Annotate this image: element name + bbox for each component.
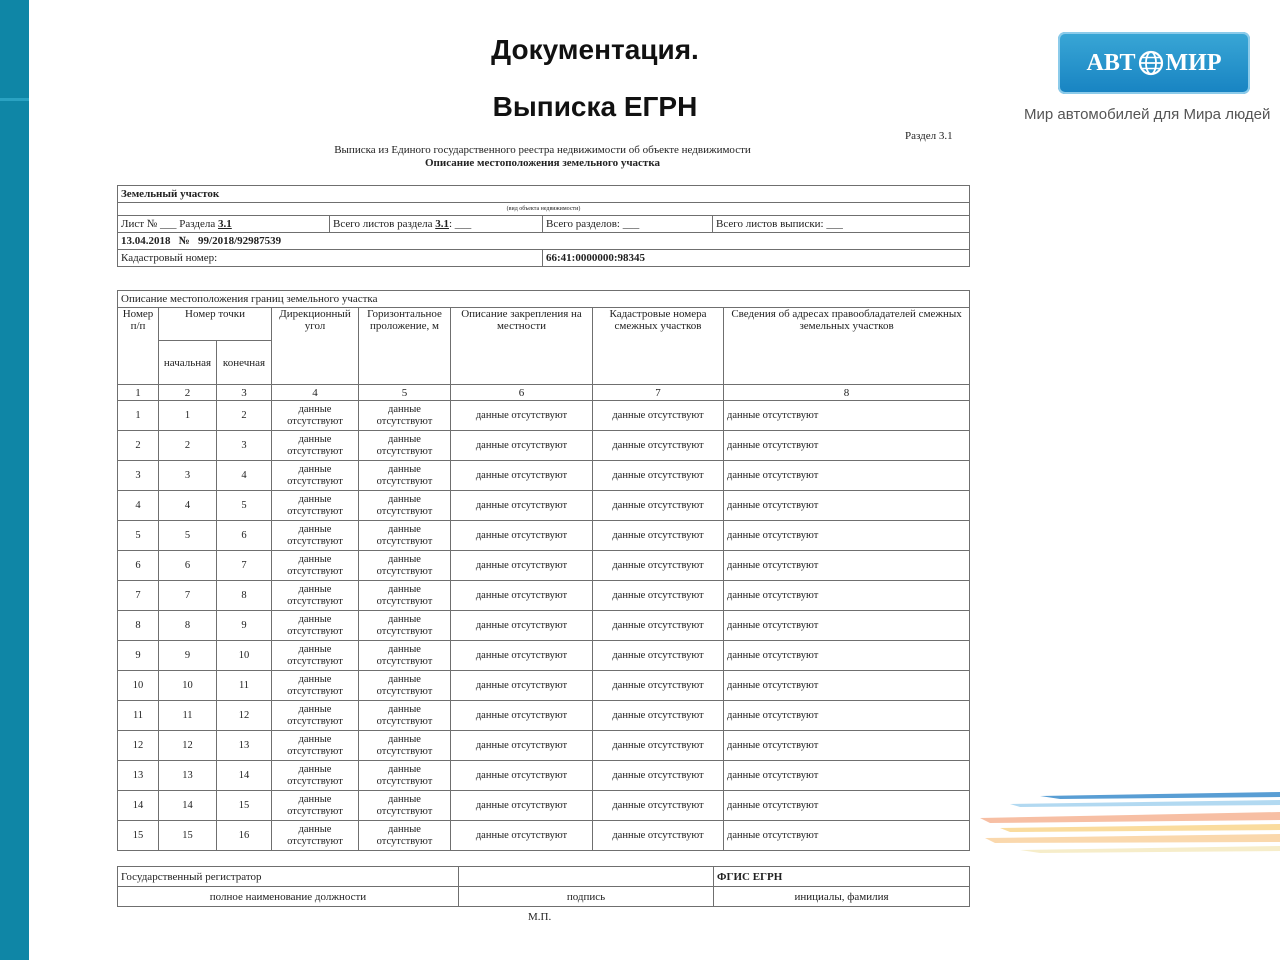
point-start: 15	[159, 821, 217, 851]
boundary-rows	[118, 401, 970, 851]
fixing-value: данные отсутствуют	[451, 611, 593, 641]
point-start: 11	[159, 701, 217, 731]
angle-value: данные отсутствуют	[272, 401, 359, 431]
point-end: 11	[217, 671, 272, 701]
boundaries-table	[117, 290, 970, 851]
point-start: 10	[159, 671, 217, 701]
owners-value: данные отсутствуют	[724, 431, 970, 461]
cadastral-value: данные отсутствуют	[593, 491, 724, 521]
angle-value: данные отсутствуют	[272, 761, 359, 791]
row-number: 13	[118, 761, 159, 791]
angle-value: данные отсутствуют	[272, 701, 359, 731]
column-number: 8	[724, 385, 970, 401]
table-row	[118, 701, 970, 731]
signature-table	[117, 866, 970, 907]
table-row	[118, 611, 970, 641]
angle-value: данные отсутствуют	[272, 611, 359, 641]
point-start: 4	[159, 491, 217, 521]
length-value: данные отсутствуют	[359, 551, 451, 581]
sheet-number: Лист № ___ Раздела 3.1	[118, 216, 330, 233]
object-info-table	[117, 185, 970, 267]
name-label: инициалы, фамилия	[714, 887, 970, 907]
owners-value: данные отсутствуют	[724, 491, 970, 521]
point-end: 3	[217, 431, 272, 461]
cadastral-value: данные отсутствуют	[593, 791, 724, 821]
length-value: данные отсутствуют	[359, 701, 451, 731]
tagline: Мир автомобилей для Мира людей	[1024, 106, 1271, 123]
angle-value: данные отсутствуют	[272, 671, 359, 701]
fixing-value: данные отсутствуют	[451, 581, 593, 611]
table-row	[118, 731, 970, 761]
row-number: 8	[118, 611, 159, 641]
registrar-label: Государственный регистратор	[118, 867, 459, 887]
header-point-end: конечная	[217, 341, 272, 385]
fixing-value: данные отсутствуют	[451, 401, 593, 431]
slide-subtitle: Выписка ЕГРН	[492, 91, 698, 122]
cadastral-value: данные отсутствуют	[593, 581, 724, 611]
total-sheets-section: Всего листов раздела 3.1: ___	[330, 216, 543, 233]
point-end: 8	[217, 581, 272, 611]
header-angle: Дирекционный угол	[272, 308, 359, 385]
point-start: 1	[159, 401, 217, 431]
column-number: 3	[217, 385, 272, 401]
row-number: 5	[118, 521, 159, 551]
row-number: 14	[118, 791, 159, 821]
fixing-value: данные отсутствуют	[451, 821, 593, 851]
angle-value: данные отсутствуют	[272, 521, 359, 551]
left-accent-bar	[0, 0, 29, 960]
table-caption: Описание местоположения границ земельного участка	[118, 291, 970, 308]
point-end: 13	[217, 731, 272, 761]
cadastral-label: Кадастровый номер:	[118, 250, 543, 267]
point-start: 14	[159, 791, 217, 821]
row-number: 1	[118, 401, 159, 431]
header-point-start: начальная	[159, 341, 217, 385]
table-row	[118, 431, 970, 461]
row-number: 15	[118, 821, 159, 851]
object-type-hint: (вид объекта недвижимости)	[118, 203, 970, 216]
column-number: 2	[159, 385, 217, 401]
cadastral-value: данные отсутствуют	[593, 521, 724, 551]
header-owners: Сведения об адресах правообладателей смежных земельных участков	[724, 308, 970, 385]
length-value: данные отсутствуют	[359, 581, 451, 611]
point-start: 2	[159, 431, 217, 461]
angle-value: данные отсутствуют	[272, 641, 359, 671]
point-start: 8	[159, 611, 217, 641]
owners-value: данные отсутствуют	[724, 731, 970, 761]
owners-value: данные отсутствуют	[724, 791, 970, 821]
point-start: 13	[159, 761, 217, 791]
column-number: 4	[272, 385, 359, 401]
fixing-value: данные отсутствуют	[451, 761, 593, 791]
owners-value: данные отсутствуют	[724, 761, 970, 791]
document-header: Выписка из Единого государственного реестра недвижимости об объекте недвижимости	[334, 144, 751, 156]
owners-value: данные отсутствуют	[724, 641, 970, 671]
logo-text-right: МИР	[1165, 49, 1222, 76]
owners-value: данные отсутствуют	[724, 461, 970, 491]
length-value: данные отсутствуют	[359, 461, 451, 491]
signature-label: подпись	[459, 887, 714, 907]
owners-value: данные отсутствуют	[724, 581, 970, 611]
globe-icon	[1138, 50, 1164, 76]
header-points: Номер точки	[159, 308, 272, 341]
cadastral-value: данные отсутствуют	[593, 641, 724, 671]
length-value: данные отсутствуют	[359, 791, 451, 821]
length-value: данные отсутствуют	[359, 821, 451, 851]
cadastral-value: данные отсутствуют	[593, 701, 724, 731]
fixing-value: данные отсутствуют	[451, 461, 593, 491]
angle-value: данные отсутствуют	[272, 821, 359, 851]
point-start: 6	[159, 551, 217, 581]
column-number: 6	[451, 385, 593, 401]
point-start: 5	[159, 521, 217, 551]
point-end: 9	[217, 611, 272, 641]
angle-value: данные отсутствуют	[272, 491, 359, 521]
owners-value: данные отсутствуют	[724, 821, 970, 851]
table-row	[118, 551, 970, 581]
header-cadastral: Кадастровые номера смежных участков	[593, 308, 724, 385]
stamp-label: М.П.	[528, 911, 552, 923]
angle-value: данные отсутствуют	[272, 461, 359, 491]
system-label: ФГИС ЕГРН	[714, 867, 970, 887]
point-end: 5	[217, 491, 272, 521]
point-end: 14	[217, 761, 272, 791]
fixing-value: данные отсутствуют	[451, 521, 593, 551]
owners-value: данные отсутствуют	[724, 671, 970, 701]
row-number: 6	[118, 551, 159, 581]
table-row	[118, 491, 970, 521]
table-row	[118, 401, 970, 431]
table-row	[118, 521, 970, 551]
owners-value: данные отсутствуют	[724, 701, 970, 731]
table-row	[118, 761, 970, 791]
point-end: 7	[217, 551, 272, 581]
row-number: 11	[118, 701, 159, 731]
length-value: данные отсутствуют	[359, 641, 451, 671]
owners-value: данные отсутствуют	[724, 521, 970, 551]
logo-text-left: АВТ	[1086, 49, 1136, 76]
cadastral-value: данные отсутствуют	[593, 551, 724, 581]
table-row	[118, 461, 970, 491]
owners-value: данные отсутствуют	[724, 611, 970, 641]
position-label: полное наименование должности	[118, 887, 459, 907]
decorative-streaks	[980, 790, 1280, 860]
angle-value: данные отсутствуют	[272, 581, 359, 611]
header-fixing: Описание закрепления на местности	[451, 308, 593, 385]
header-length: Горизонтальное проложение, м	[359, 308, 451, 385]
angle-value: данные отсутствуют	[272, 431, 359, 461]
length-value: данные отсутствуют	[359, 401, 451, 431]
table-row	[118, 641, 970, 671]
cadastral-value: данные отсутствуют	[593, 731, 724, 761]
point-start: 9	[159, 641, 217, 671]
row-number: 3	[118, 461, 159, 491]
cadastral-value: данные отсутствуют	[593, 401, 724, 431]
point-end: 10	[217, 641, 272, 671]
row-number: 12	[118, 731, 159, 761]
length-value: данные отсутствуют	[359, 611, 451, 641]
owners-value: данные отсутствуют	[724, 401, 970, 431]
row-number: 9	[118, 641, 159, 671]
angle-value: данные отсутствуют	[272, 791, 359, 821]
column-number: 1	[118, 385, 159, 401]
column-number: 7	[593, 385, 724, 401]
length-value: данные отсутствуют	[359, 521, 451, 551]
fixing-value: данные отсутствуют	[451, 671, 593, 701]
fixing-value: данные отсутствуют	[451, 551, 593, 581]
row-number: 2	[118, 431, 159, 461]
cadastral-number: 66:41:0000000:98345	[543, 250, 970, 267]
row-number: 7	[118, 581, 159, 611]
document-subheader: Описание местоположения земельного участка	[424, 157, 661, 169]
length-value: данные отсутствуют	[359, 431, 451, 461]
fixing-value: данные отсутствуют	[451, 731, 593, 761]
slide-title: Документация.	[491, 34, 699, 65]
length-value: данные отсутствуют	[359, 761, 451, 791]
point-start: 3	[159, 461, 217, 491]
point-end: 2	[217, 401, 272, 431]
point-end: 16	[217, 821, 272, 851]
fixing-value: данные отсутствуют	[451, 701, 593, 731]
length-value: данные отсутствуют	[359, 491, 451, 521]
point-end: 6	[217, 521, 272, 551]
table-row	[118, 581, 970, 611]
length-value: данные отсутствуют	[359, 671, 451, 701]
owners-value: данные отсутствуют	[724, 551, 970, 581]
fixing-value: данные отсутствуют	[451, 491, 593, 521]
cadastral-value: данные отсутствуют	[593, 761, 724, 791]
row-number: 10	[118, 671, 159, 701]
fixing-value: данные отсутствуют	[451, 641, 593, 671]
date-and-number: 13.04.2018 № 99/2018/92987539	[118, 233, 970, 250]
point-start: 12	[159, 731, 217, 761]
column-number: 5	[359, 385, 451, 401]
total-sections: Всего разделов: ___	[543, 216, 713, 233]
fixing-value: данные отсутствуют	[451, 431, 593, 461]
signature-space	[459, 867, 714, 887]
row-number: 4	[118, 491, 159, 521]
header-num: Номер п/п	[118, 308, 159, 385]
point-end: 15	[217, 791, 272, 821]
object-type: Земельный участок	[118, 186, 970, 203]
table-row	[118, 791, 970, 821]
cadastral-value: данные отсутствуют	[593, 461, 724, 491]
table-row	[118, 671, 970, 701]
section-number: Раздел 3.1	[905, 130, 953, 142]
point-end: 4	[217, 461, 272, 491]
avtomir-logo	[1058, 32, 1250, 94]
point-end: 12	[217, 701, 272, 731]
cadastral-value: данные отсутствуют	[593, 611, 724, 641]
table-row	[118, 821, 970, 851]
cadastral-value: данные отсутствуют	[593, 671, 724, 701]
cadastral-value: данные отсутствуют	[593, 431, 724, 461]
fixing-value: данные отсутствуют	[451, 791, 593, 821]
angle-value: данные отсутствуют	[272, 551, 359, 581]
length-value: данные отсутствуют	[359, 731, 451, 761]
total-sheets-extract: Всего листов выписки: ___	[713, 216, 970, 233]
cadastral-value: данные отсутствуют	[593, 821, 724, 851]
point-start: 7	[159, 581, 217, 611]
angle-value: данные отсутствуют	[272, 731, 359, 761]
